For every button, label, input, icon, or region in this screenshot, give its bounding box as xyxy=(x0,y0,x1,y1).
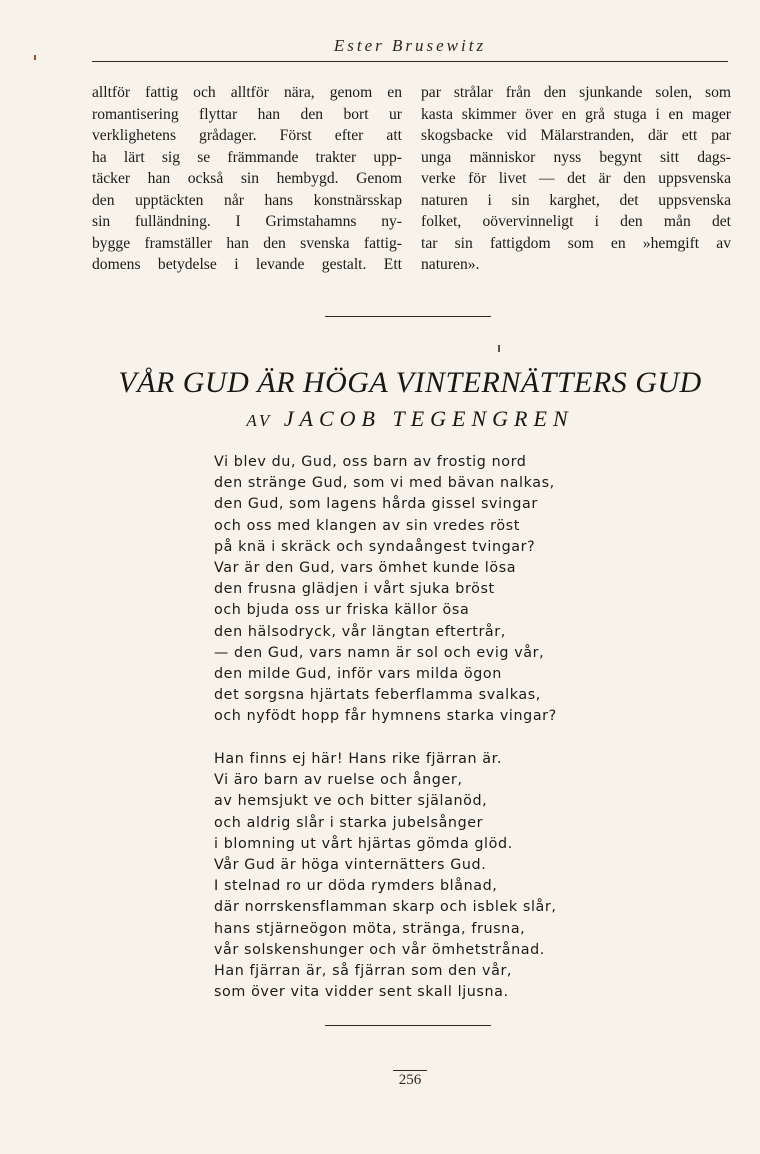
prose-line: kasta skimmer över en grå stuga i en mager xyxy=(421,105,731,123)
prose-line: sin fulländning. I Grimstahamns ny- xyxy=(92,213,402,230)
prose-right-column xyxy=(421,82,731,276)
prose-line: skogsbacke vid Mälarstranden, där ett par xyxy=(421,127,731,144)
verse-line: där norrskensflamman skarp och isblek slår, xyxy=(214,899,557,916)
ink-speck xyxy=(34,55,36,60)
verse-line: det sorgsna hjärtats feberflamma svalkas, xyxy=(214,687,541,704)
verse-line: och nyfödt hopp får hymnens starka vingar? xyxy=(214,708,557,725)
verse-line: den stränge Gud, som vi med bävan nalkas, xyxy=(214,475,555,492)
running-head: Ester Brusewitz xyxy=(333,36,487,55)
prose-line: domens betydelse i levande gestalt. Ett xyxy=(92,256,402,273)
poem-stanza-1 xyxy=(214,452,557,728)
verse-line: Han fjärran är, så fjärran som den vår, xyxy=(214,963,513,980)
prose-line: täcker han också sin hembygd. Genom xyxy=(92,170,402,187)
verse-line: vår solskenshunger och vår ömhetstrånad. xyxy=(214,941,545,958)
poem-title: VÅR GUD ÄR HÖGA VINTERNÄTTERS GUD xyxy=(118,366,702,399)
verse-line: på knä i skräck och syndaångest tvingar? xyxy=(214,538,536,555)
verse-line: den hälsodryck, vår längtan eftertrår, xyxy=(214,623,506,640)
poem-author xyxy=(92,406,728,432)
verse-line: den Gud, som lagens hårda gissel svingar xyxy=(214,496,538,513)
verse-line: Var är den Gud, vars ömhet kunde lösa xyxy=(214,560,517,577)
prose-line: verke för livet — det är den uppsvenska xyxy=(421,170,731,187)
verse-line: av hemsjukt ve och bitter själanöd, xyxy=(214,793,488,810)
prose-line: den upptäckten når hans konstnärsskap xyxy=(92,191,402,209)
prose-line: folket, oövervinneligt i den mån det xyxy=(421,213,731,230)
verse-line: I stelnad ro ur döda rymders blånad, xyxy=(214,878,498,895)
prose-line: naturen i sin karghet, det uppsvenska xyxy=(421,191,731,209)
verse-line: och oss med klangen av sin vredes röst xyxy=(214,517,520,534)
verse-line: den frusna glädjen i vårt sjuka bröst xyxy=(214,581,495,598)
section-divider xyxy=(325,1025,491,1026)
verse-line: och aldrig slår i starka jubelsånger xyxy=(214,814,484,831)
prose-line: ha lärt sig se främmande trakter upp- xyxy=(92,148,402,166)
verse-line: i blomning ut vårt hjärtas gömda glöd. xyxy=(214,835,513,852)
prose-line: bygge framställer han den svenska fattig- xyxy=(92,234,402,252)
author-name: JACOB TEGENGREN xyxy=(283,406,574,431)
verse-line: Vår Gud är höga vinternätters Gud. xyxy=(214,857,487,874)
ink-speck xyxy=(498,345,500,352)
verse-line: hans stjärneögon möta, stränga, frusna, xyxy=(214,920,526,937)
verse-line: som över vita vidder sent skall ljusna. xyxy=(214,984,509,1001)
verse-line: Vi blev du, Gud, oss barn av frostig nord xyxy=(214,454,527,470)
verse-line: och bjuda oss ur friska källor ösa xyxy=(214,602,470,619)
prose-line: romantisering flyttar han den bort ur xyxy=(92,105,402,123)
prose-line: par strålar från den sjunkande solen, som xyxy=(421,84,731,101)
section-divider xyxy=(325,316,491,317)
verse-line: den milde Gud, inför vars milda ögon xyxy=(214,666,502,683)
page-number: 256 xyxy=(398,1072,422,1088)
author-prefix: AV xyxy=(246,411,273,430)
prose-line: tar sin fattigdom som en »hemgift av xyxy=(421,234,731,252)
prose-left-column xyxy=(92,82,402,276)
prose-line: unga människor nyss begynt sitt dags- xyxy=(421,148,731,166)
prose-line: alltför fattig och alltför nära, genom en xyxy=(92,84,402,101)
verse-line: Vi äro barn av ruelse och ånger, xyxy=(214,772,463,789)
verse-line: — den Gud, vars namn är sol och evig vår, xyxy=(214,644,545,661)
page-number-rule xyxy=(393,1070,427,1071)
header-rule xyxy=(92,61,728,62)
poem-stanza-2 xyxy=(214,749,557,1003)
prose-line: verklighetens grådager. Först efter att xyxy=(92,127,402,144)
verse-line: Han finns ej här! Hans rike fjärran är. xyxy=(214,751,502,767)
prose-line: naturen». xyxy=(421,256,480,273)
